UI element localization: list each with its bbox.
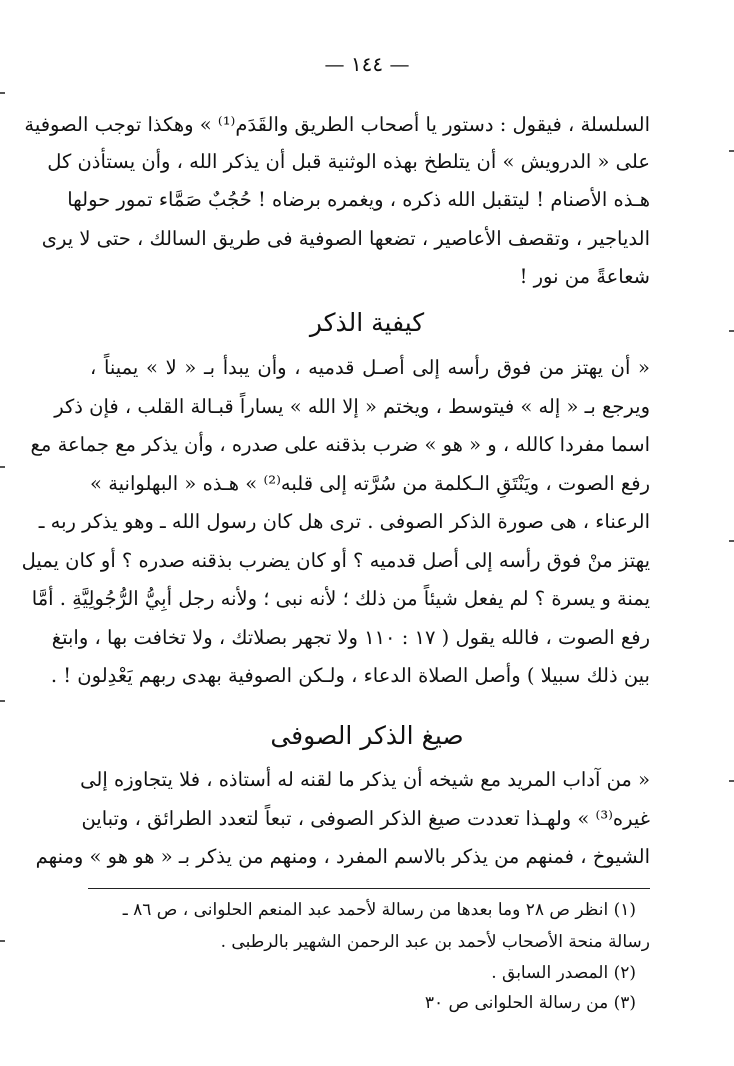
paragraph-1-line-1: السلسلة ، فيقول : دستور يا أصحاب الطريق والقَدَم⁽¹⁾ » وهكذا توجب الصوفية xyxy=(24,113,650,136)
footnote-separator xyxy=(88,888,650,889)
footnote-2: (٢) المصدر السابق . xyxy=(491,963,636,983)
paragraph-2-line-6: يهتز منْ فوق رأسه إلى أصل قدميه ؟ أو كان يضرب بذقنه صدره ؟ أو كان يميل xyxy=(21,549,650,572)
scan-edge-mark xyxy=(729,540,734,542)
section-heading-dhikr-formulas: صيغ الذكر الصوفى xyxy=(270,721,464,750)
scan-edge-mark xyxy=(729,150,734,152)
scan-edge-mark xyxy=(0,940,5,942)
scan-edge-mark xyxy=(729,330,734,332)
paragraph-3-line-3: الشيوخ ، فمنهم من يذكر بالاسم المفرد ، ومنهم من يذكر بـ « هو هو » ومنهم xyxy=(35,845,650,868)
footnote-1: (١) انظر ص ٢٨ وما بعدها من رسالة لأحمد عبد المنعم الحلوانى ، ص ٨٦ ـ xyxy=(122,900,636,920)
paragraph-2-line-2: ويرجع بـ « إله » فيتوسط ، ويختم « إلا الله » يساراً قبـالة القلب ، فإن ذكر xyxy=(54,395,650,418)
paragraph-2-line-3: اسما مفردا كالله ، و « هو » ضرب بذقنه على صدره ، وأن يذكر مع جماعة مع xyxy=(30,433,650,456)
footnote-3: (٣) من رسالة الحلوانى ص ٣٠ xyxy=(424,993,636,1013)
scan-edge-mark xyxy=(0,466,5,468)
paragraph-2-line-8: رفع الصوت ، فالله يقول ( ١٧ : ١١٠ ولا تجهر بصلاتك ، ولا تخافت بها ، وابتغ xyxy=(51,626,650,649)
paragraph-2-line-4: رفع الصوت ، ويَنْتَقِ الـكلمة من سُرَّته إلى قلبه⁽²⁾ » هـذه « البهلوانية » xyxy=(90,472,650,495)
paragraph-1-line-5: شعاعةً من نور ! xyxy=(519,265,650,288)
paragraph-3-line-1: « من آداب المريد مع شيخه أن يذكر ما لقنه له أستاذه ، فلا يتجاوزه إلى xyxy=(80,768,650,791)
footnote-1-continued: رسالة منحة الأصحاب لأحمد بن عبد الرحمن الشهير بالرطبى . xyxy=(220,932,650,952)
paragraph-2-line-9: بين ذلك سبيلا ) وأصل الصلاة الدعاء ، ولـكن الصوفية بهدى ربهم يَعْدِلون ! . xyxy=(50,664,650,687)
paragraph-2-line-5: الرعناء ، هى صورة الذكر الصوفى . ترى هل كان رسول الله ـ وهو يذكر ربه ـ xyxy=(38,510,650,533)
section-heading-dhikr-method: كيفية الذكر xyxy=(309,308,425,337)
paragraph-3-line-2: غيره⁽³⁾ » ولهـذا تعددت صيغ الذكر الصوفى ، تبعاً لتعدد الطرائق ، وتباين xyxy=(81,807,650,830)
scan-edge-mark xyxy=(0,700,5,702)
paragraph-1-line-3: هـذه الأصنام ! ليتقبل الله ذكره ، ويغمره برضاه ! حُجُبٌ صَمَّاء تمور حولها xyxy=(67,188,650,211)
paragraph-2-line-1: « أن يهتز من فوق رأسه إلى أصـل قدميه ، وأن يبدأ بـ « لا » يميناً ، xyxy=(90,356,650,379)
paragraph-1-line-2: على « الدرويش » أن يتلطخ بهذه الوثنية قبل أن يذكر الله ، وأن يستأذن كل xyxy=(47,150,650,173)
paragraph-1-line-4: الدياجير ، وتقصف الأعاصير ، تضعها الصوفية فى طريق السالك ، حتى لا يرى xyxy=(41,227,650,250)
page-number: — ١٤٤ — xyxy=(324,52,410,76)
scan-edge-mark xyxy=(0,92,5,94)
paragraph-2-line-7: يمنة و يسرة ؟ لم يفعل شيئاً من ذلك ؛ لأنه نبى ؛ ولأنه رجل أبِيُّ الرُّجُولِيَّةِ . أمَّا xyxy=(31,587,650,610)
scan-edge-mark xyxy=(729,780,734,782)
